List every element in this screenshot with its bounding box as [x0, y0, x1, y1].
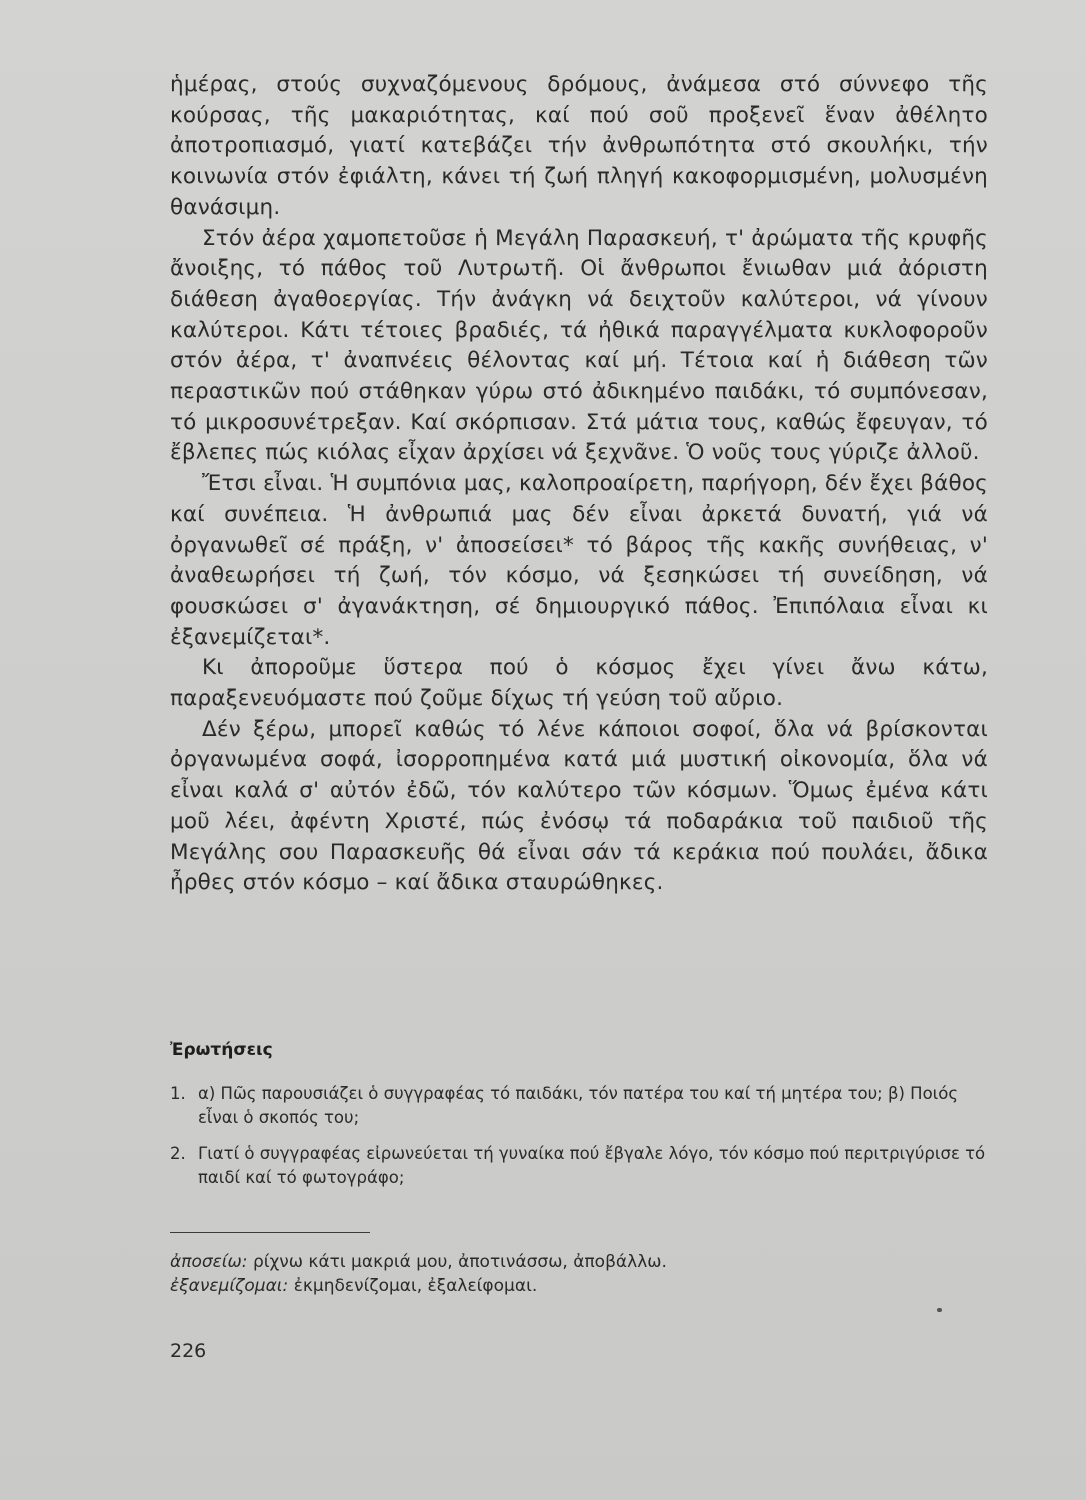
footnote: [170, 1274, 988, 1298]
paragraph: ἡμέρας, στούς συχναζόμενους δρόμους, ἀνάμεσα στό σύννεφο τῆς κούρσας, τῆς μακαριότητας, καί πού σοῦ προξενεῖ ἕναν ἀθέλητο ἀποτροπιασμό, γιατί κατεβάζει τήν ἀνθρωπότητα στό σκουλήκι, τήν κοινωνία στόν ἐφιάλτη, κάνει τή ζωή πληγή κακοφορμισμένη, μολυσμένη θανάσιμη.: [170, 72, 988, 220]
question-text: Γιατί ὁ συγγραφέας εἰρωνεύεται τή γυναίκα πού ἔβγαλε λόγο, τόν κόσμο πού περιτριγύρισε τό παιδί καί τό φωτογράφο;: [198, 1144, 986, 1187]
footnote-term: ἀποσείω:: [170, 1252, 248, 1272]
question-item: [170, 1142, 988, 1190]
scan-speck: [937, 1308, 942, 1312]
footnotes: [170, 1250, 988, 1298]
footnote-term: ἐξανεμίζομαι:: [170, 1276, 289, 1296]
paragraph: Ἔτσι εἶναι. Ἡ συμπόνια μας, καλοπροαίρετη, παρήγορη, δέν ἔχει βάθος καί συνέπεια. Ἡ ἀνθρωπιά μας δέν εἶναι ἀρκετά δυνατή, γιά νά ὀργανωθεῖ σέ πράξη, ν' ἀποσείσει* τό βάρος τῆς κακῆς συνήθειας, ν' ἀναθεωρήσει τή ζωή, τόν κόσμο, νά ξεσηκώσει τή συνείδηση, νά φουσκώσει σ' ἀγανάκτηση, σέ δημιουργικό πάθος. Ἐπιπόλαια εἶναι κι ἐξανεμίζεται*.: [170, 471, 988, 650]
paragraph: Κι ἀποροῦμε ὕστερα πού ὁ κόσμος ἔχει γίνει ἄνω κάτω, παραξενευόμαστε πού ζοῦμε δίχως τή γεύση τοῦ αὔριο.: [170, 655, 988, 712]
paragraph: Δέν ξέρω, μπορεῖ καθώς τό λένε κάποιοι σοφοί, ὅλα νά βρίσκονται ὀργανωμένα σοφά, ἰσορροπημένα κατά μιά μυστική οἰκονομία, ὅλα νά εἶναι καλά σ' αὐτόν ἐδῶ, τόν καλύτερο τῶν κόσμων. Ὅμως ἐμένα κάτι μοῦ λέει, ἀφέντη Χριστέ, πώς ἐνόσῳ τά ποδαράκια τοῦ παιδιοῦ τῆς Μεγάλης σου Παρασκευῆς θά εἶναι σάν τά κεράκια πού πουλάει, ἄδικα ἦρθες στόν κόσμο – καί ἄδικα σταυρώθηκες.: [170, 716, 988, 896]
question-number: 1.: [170, 1084, 186, 1103]
footnote: [170, 1250, 988, 1274]
footnote-definition: ἐκμηδενίζομαι, ἐξαλείφομαι.: [293, 1276, 538, 1296]
footnote-definition: ρίχνω κάτι μακριά μου, ἀποτινάσσω, ἀποβάλλω.: [252, 1252, 667, 1272]
page-number: 226: [170, 1340, 207, 1362]
question-number: 2.: [170, 1144, 186, 1163]
main-text: [170, 70, 988, 899]
footnote-divider: [170, 1232, 370, 1233]
questions-list: [170, 1082, 988, 1202]
paragraph: Στόν ἀέρα χαμοπετοῦσε ἡ Μεγάλη Παρασκευή, τ' ἀρώματα τῆς κρυφῆς ἄνοιξης, τό πάθος τοῦ Λυτρωτῆ. Οἱ ἄνθρωποι ἔνιωθαν μιά ἀόριστη διάθεση ἀγαθοεργίας. Τήν ἀνάγκη νά δειχτοῦν καλύτεροι, νά γίνουν καλύτεροι. Κάτι τέτοιες βραδιές, τά ἠθικά παραγγέλματα κυκλοφοροῦν στόν ἀέρα, τ' ἀναπνέεις θέλοντας καί μή. Τέτοια καί ἡ διάθεση τῶν περαστικῶν πού στάθηκαν γύρω στό ἀδικημένο παιδάκι, τό συμπόνεσαν, τό μικροσυνέτρεξαν. Καί σκόρπισαν. Στά μάτια τους, καθώς ἔφευγαν, τό ἔβλεπες πώς κιόλας εἶχαν ἀρχίσει νά ξεχνᾶνε. Ὁ νοῦς τους γύριζε ἀλλοῦ.: [170, 225, 988, 466]
question-text: α) Πῶς παρουσιάζει ὁ συγγραφέας τό παιδάκι, τόν πατέρα του καί τή μητέρα του; β) Ποιός εἶναι ὁ σκοπός του;: [198, 1084, 959, 1127]
questions-heading: Ἐρωτήσεις: [170, 1040, 273, 1060]
question-item: [170, 1082, 988, 1130]
